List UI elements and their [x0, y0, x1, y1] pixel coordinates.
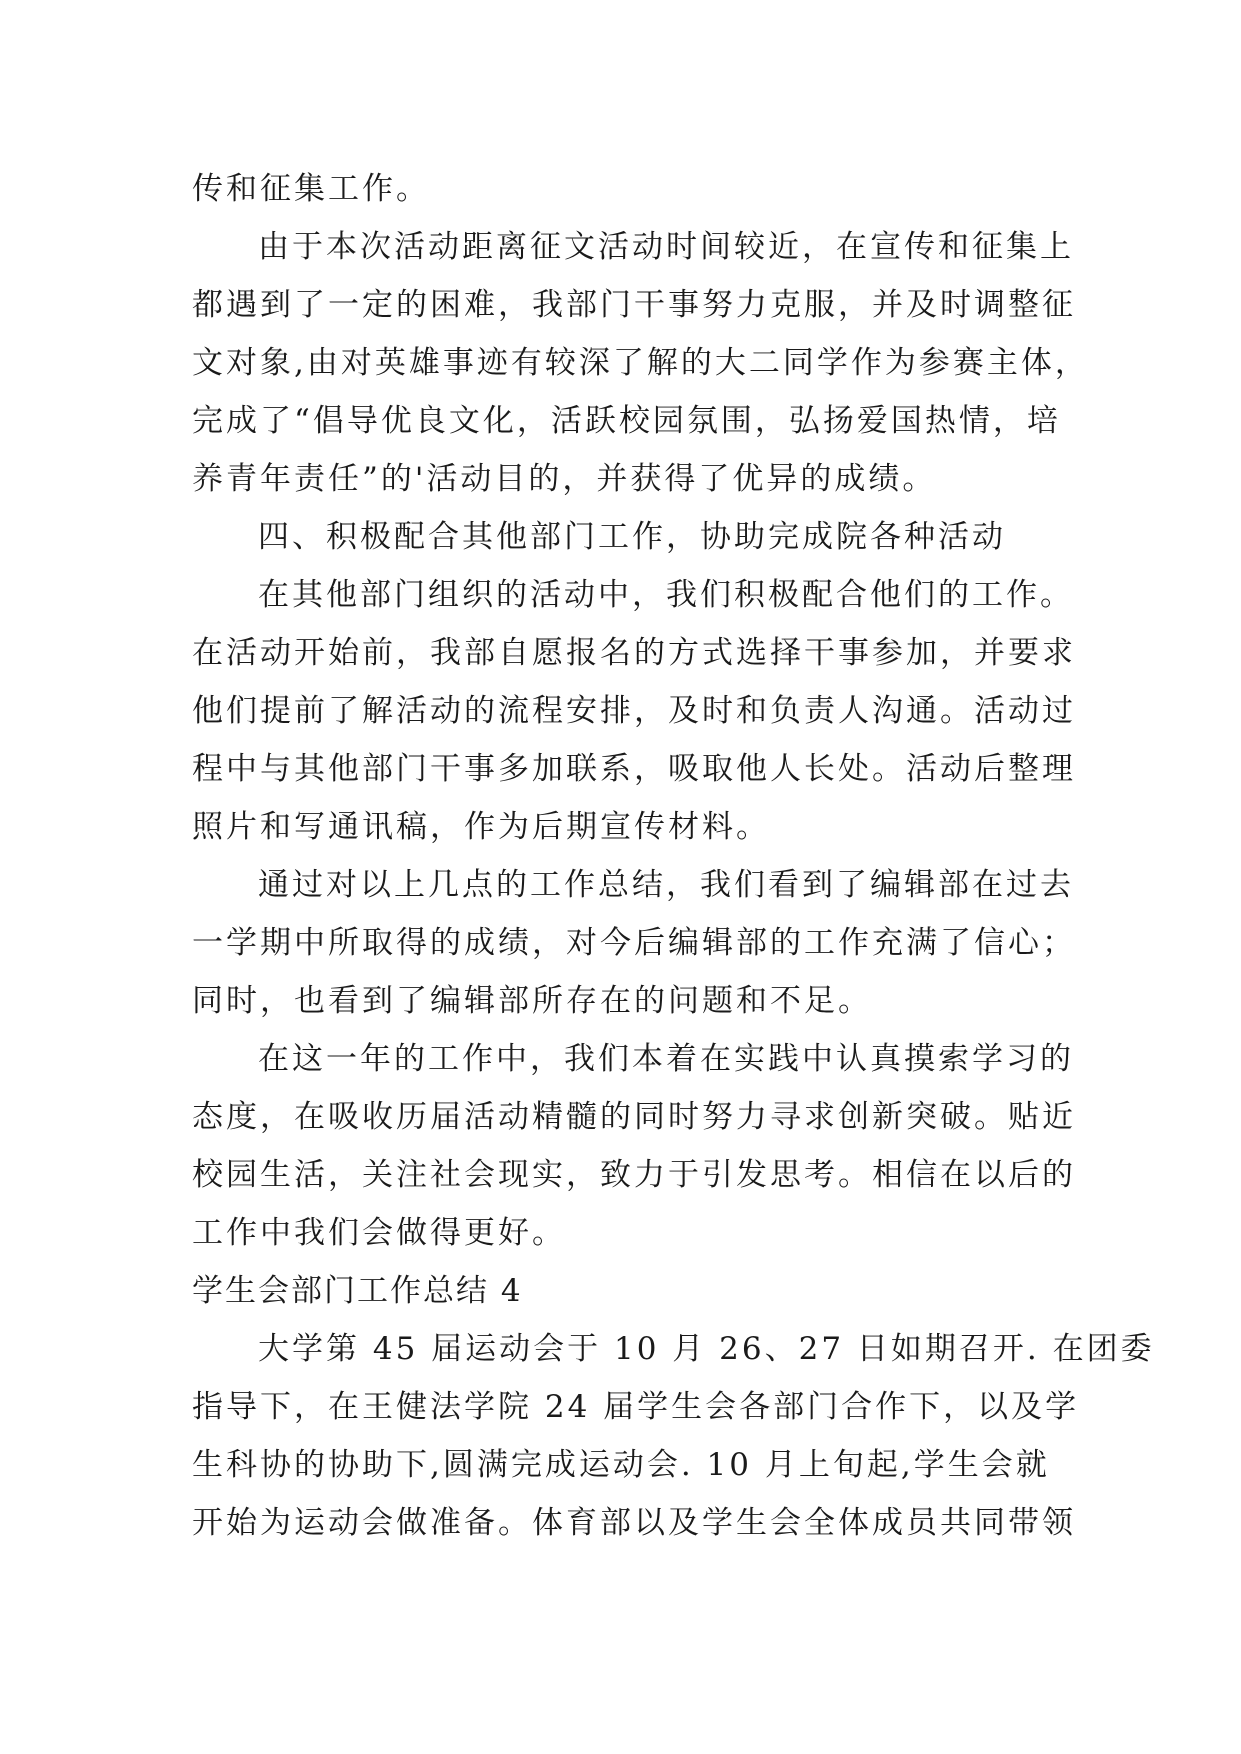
- text-line: 在活动开始前，我部自愿报名的方式选择干事参加，并要求: [192, 635, 1076, 671]
- text-line: 生科协的协助下,圆满完成运动会. 10 月上旬起,学生会就: [192, 1447, 1050, 1483]
- text-line: 都遇到了一定的困难，我部门干事努力克服，并及时调整征: [192, 287, 1076, 323]
- text-line: 工作中我们会做得更好。: [192, 1215, 566, 1251]
- text-line: 完成了“倡导优良文化，活跃校园氛围，弘扬爱国热情，培: [192, 403, 1061, 439]
- text-line: 校园生活，关注社会现实，致力于引发思考。相信在以后的: [192, 1157, 1076, 1193]
- text-line: 同时，也看到了编辑部所存在的问题和不足。: [192, 983, 872, 1019]
- text-line: 由于本次活动距离征文活动时间较近，在宣传和征集上: [258, 229, 1074, 265]
- text-line: 大学第 45 届运动会于 10 月 26、27 日如期召开. 在团委: [258, 1331, 1155, 1367]
- document-section-title: 学生会部门工作总结 4: [192, 1273, 523, 1309]
- text-line: 照片和写通讯稿，作为后期宣传材料。: [192, 809, 770, 845]
- text-line: 态度，在吸收历届活动精髓的同时努力寻求创新突破。贴近: [192, 1099, 1076, 1135]
- text-line: 他们提前了解活动的流程安排，及时和负责人沟通。活动过: [192, 693, 1076, 729]
- text-line: 开始为运动会做准备。体育部以及学生会全体成员共同带领: [192, 1505, 1076, 1541]
- text-line: 传和征集工作。: [192, 171, 430, 207]
- text-line: 文对象,由对英雄事迹有较深了解的大二同学作为参赛主体，: [192, 345, 1089, 381]
- document-body: [192, 160, 1155, 1552]
- section-heading: 四、积极配合其他部门工作，协助完成院各种活动: [258, 519, 1006, 555]
- text-line: 在这一年的工作中，我们本着在实践中认真摸索学习的: [258, 1041, 1074, 1077]
- text-line: 指导下，在王健法学院 24 届学生会各部门合作下，以及学: [192, 1389, 1080, 1425]
- text-line: 一学期中所取得的成绩，对今后编辑部的工作充满了信心；: [192, 925, 1076, 961]
- text-line: 通过对以上几点的工作总结，我们看到了编辑部在过去: [258, 867, 1074, 903]
- text-line: 在其他部门组织的活动中，我们积极配合他们的工作。: [258, 577, 1074, 613]
- text-line: 养青年责任”的'活动目的，并获得了优异的成绩。: [192, 461, 937, 497]
- text-line: 程中与其他部门干事多加联系，吸取他人长处。活动后整理: [192, 751, 1076, 787]
